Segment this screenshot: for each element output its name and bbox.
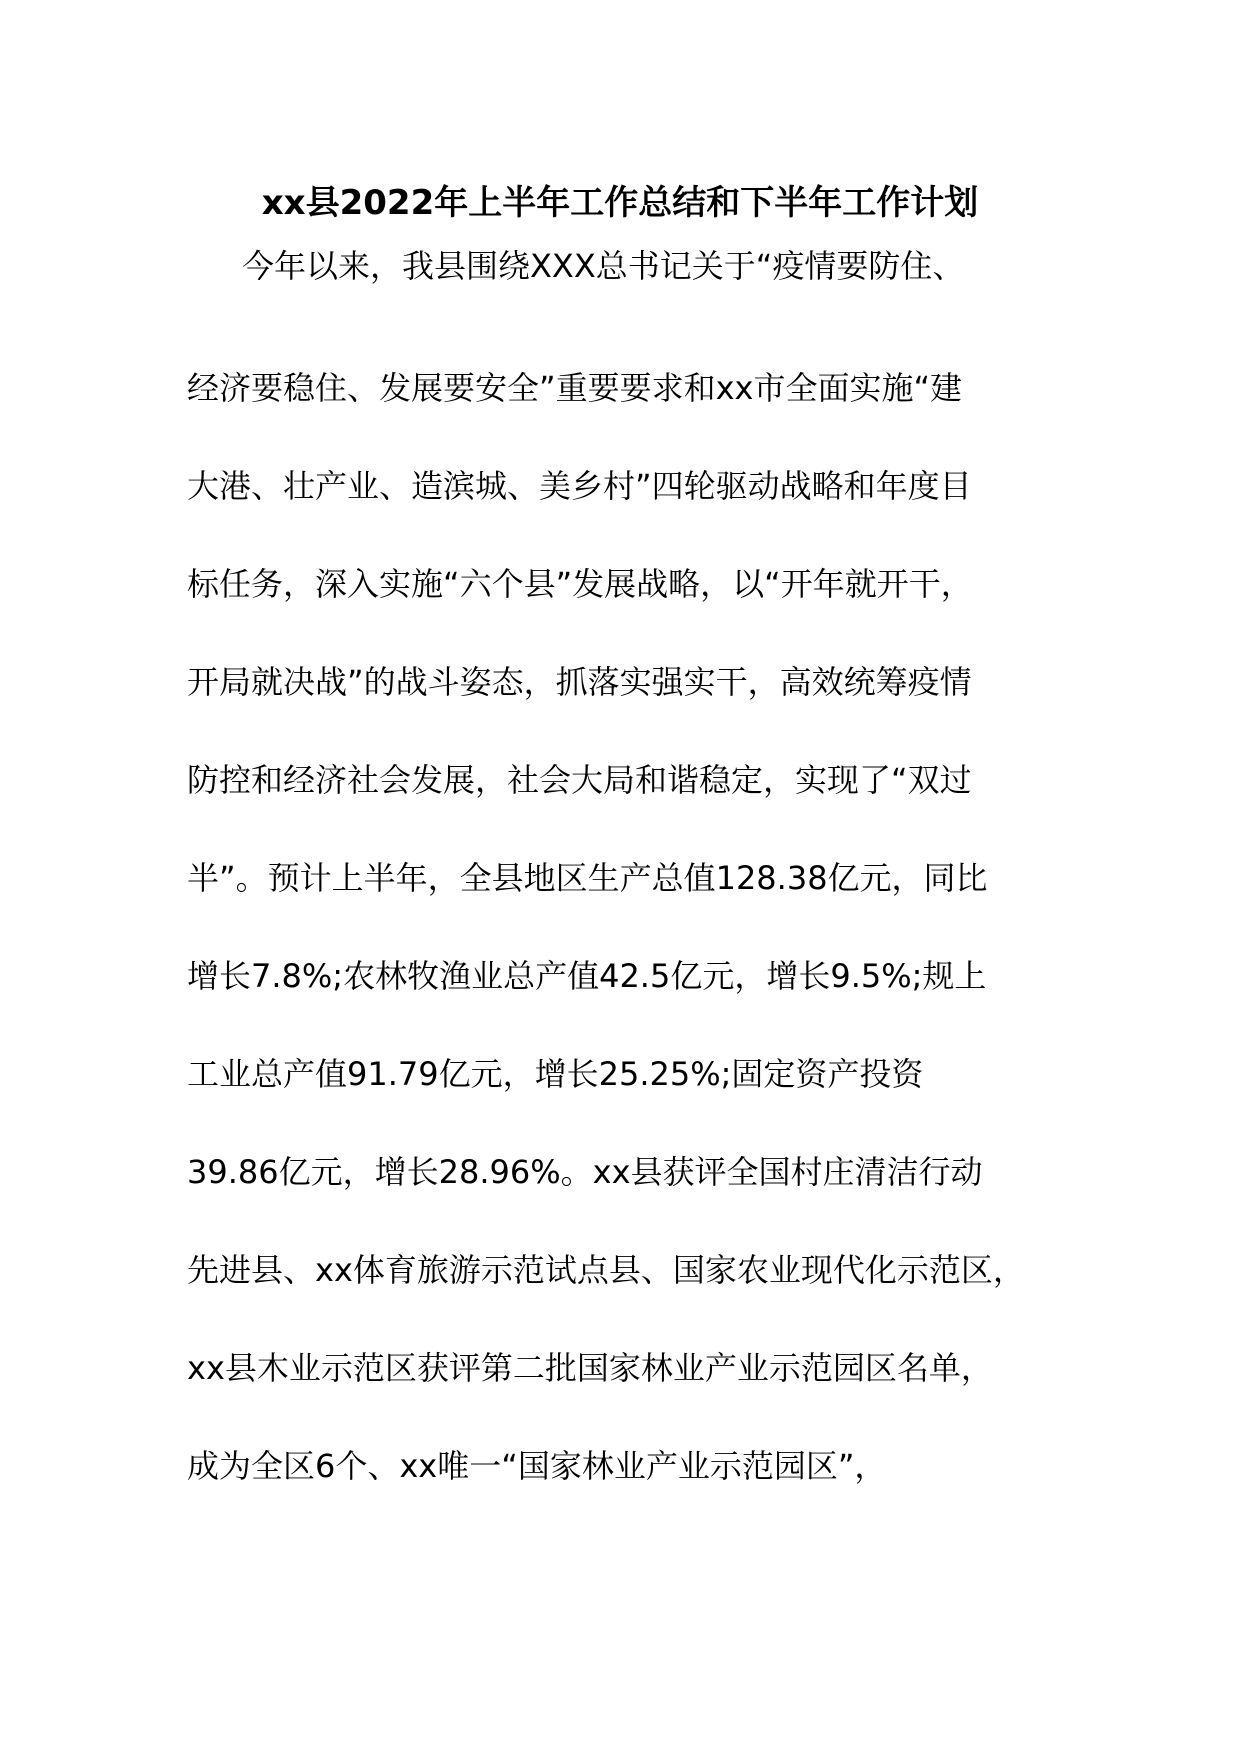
paragraph-line: 39.86亿元，增长28.96%。xx县获评全国村庄清洁行动 [187,1153,983,1191]
paragraph-line: 大港、壮产业、造滨城、美乡村”四轮驱动战略和年度目 [187,467,972,505]
paragraph-line: 先进县、xx体育旅游示范试点县、国家农业现代化示范区， [187,1251,1025,1289]
paragraph-line: 经济要稳住、发展要安全”重要要求和xx市全面实施“建 [187,369,963,407]
document-title: xx县2022年上半年工作总结和下半年工作计划 [261,183,979,223]
paragraph-line: 今年以来，我县围绕XXX总书记关于“疫情要防住、 [242,247,965,285]
paragraph-line: 成为全区6个、xx唯一“国家林业产业示范园区”， [187,1447,887,1485]
paragraph-line: 开局就决战”的战斗姿态，抓落实强实干，高效统筹疫情 [187,663,972,701]
paragraph-line: 工业总产值91.79亿元，增长25.25%;固定资产投资 [187,1055,924,1093]
paragraph-line: 增长7.8%;农林牧渔业总产值42.5亿元，增长9.5%;规上 [187,957,987,995]
paragraph-line: 半”。预计上半年，全县地区生产总值128.38亿元，同比 [187,859,988,897]
paragraph-line: xx县木业示范区获评第二批国家林业产业示范园区名单， [187,1349,993,1387]
paragraph-line: 标任务，深入实施“六个县”发展战略，以“开年就开干， [187,565,973,603]
paragraph-line: 防控和经济社会发展，社会大局和谐稳定，实现了“双过 [187,761,972,799]
